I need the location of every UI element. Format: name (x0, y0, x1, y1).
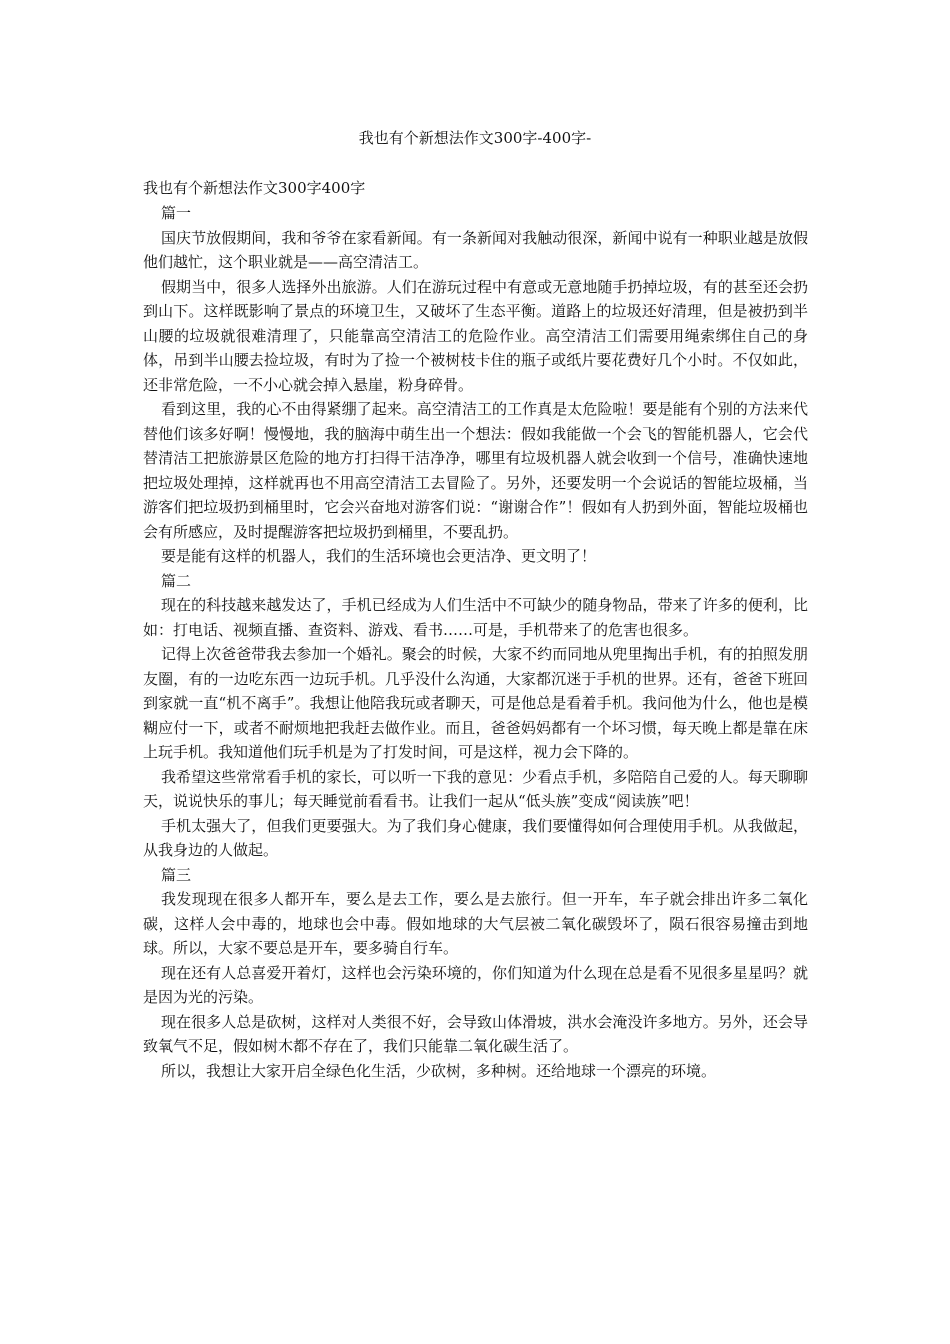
paragraph: 假期当中，很多人选择外出旅游。人们在游玩过程中有意或无意地随手扔掉垃圾，有的甚至还会扔到山下。这样既影响了景点的环境卫生，又破坏了生态平衡。道路上的垃圾还好清理，但是被扔到半山腰的垃圾就很难清理了，只能靠高空清洁工的危险作业。高空清洁工们需要用绳索绑住自己的身体，吊到半山腰去捡垃圾，有时为了捡一个被树枝卡住的瓶子或纸片要花费好几个小时。不仅如此，还非常危险，一不小心就会掉入悬崖，粉身碎骨。 (143, 277, 808, 394)
document-body (143, 176, 808, 1083)
section-heading: 篇二 (161, 571, 192, 590)
paragraph: 记得上次爸爸带我去参加一个婚礼。聚会的时候，大家不约而同地从兜里掏出手机，有的拍照发朋友圈，有的一边吃东西一边玩手机。几乎没什么沟通，大家都沉迷于手机的世界。还有，爸爸下班回到家就一直“机不离手”。我想让他陪我玩或者聊天，可是他总是看着手机。我问他为什么，他也是模糊应付一下，或者不耐烦地把我赶去做作业。而且，爸爸妈妈都有一个坏习惯，每天晚上都是靠在床上玩手机。我知道他们玩手机是为了打发时间，可是这样，视力会下降的。 (143, 645, 808, 761)
paragraph: 国庆节放假期间，我和爷爷在家看新闻。有一条新闻对我触动很深，新闻中说有一种职业越是放假他们越忙，这个职业就是——高空清洁工。 (143, 228, 808, 271)
section-heading: 篇一 (161, 204, 192, 222)
document-title: 我也有个新想法作文300字-400字- (358, 129, 592, 147)
paragraph: 现在的科技越来越发达了，手机已经成为人们生活中不可缺少的随身物品，带来了许多的便利，比如：打电话、视频直播、查资料、游戏、看书……可是，手机带来了的危害也很多。 (143, 596, 808, 639)
paragraph: 看到这里，我的心不由得紧绷了起来。高空清洁工的工作真是太危险啦！要是能有个别的方法来代替他们该多好啊！慢慢地，我的脑海中萌生出一个想法：假如我能做一个会飞的智能机器人，它会代替清洁工把旅游景区危险的地方打扫得干洁净净，哪里有垃圾机器人就会收到一个信号，准确快速地把垃圾处理掉，这样就再也不用高空清洁工去冒险了。另外，还要发明一个会说话的智能垃圾桶，当游客们把垃圾扔到桶里时，它会兴奋地对游客们说：“谢谢合作”！假如有人扔到外面，智能垃圾桶也会有所感应，及时提醒游客把垃圾扔到桶里，不要乱扔。 (143, 400, 808, 541)
paragraph: 我希望这些常常看手机的家长，可以听一下我的意见：少看点手机，多陪陪自己爱的人。每天聊聊天，说说快乐的事儿；每天睡觉前看看书。让我们一起从“低头族”变成“阅读族”吧！ (143, 767, 808, 810)
paragraph: 手机太强大了，但我们更要强大。为了我们身心健康，我们要懂得如何合理使用手机。从我做起，从我身边的人做起。 (143, 816, 808, 859)
section-heading: 篇三 (161, 865, 192, 884)
paragraph: 我发现现在很多人都开车，要么是去工作，要么是去旅行。但一开车，车子就会排出许多二氧化碳，这样人会中毒的，地球也会中毒。假如地球的大气层被二氧化碳毁坏了，陨石很容易撞击到地球。所以，大家不要总是开车，要多骑自行车。 (143, 890, 808, 957)
paragraph: 所以，我想让大家开启全绿色化生活，少砍树，多种树。还给地球一个漂亮的环境。 (161, 1061, 717, 1080)
paragraph: 现在还有人总喜爱开着灯，这样也会污染环境的，你们知道为什么现在总是看不见很多星星吗？就是因为光的污染。 (143, 963, 808, 1006)
paragraph: 现在很多人总是砍树，这样对人类很不好，会导致山体滑坡，洪水会淹没许多地方。另外，还会导致氧气不足，假如树木都不存在了，我们只能靠二氧化碳生活了。 (143, 1012, 808, 1055)
document-subtitle: 我也有个新想法作文300字400字 (143, 179, 366, 197)
paragraph: 要是能有这样的机器人，我们的生活环境也会更洁净、更文明了！ (161, 547, 597, 565)
